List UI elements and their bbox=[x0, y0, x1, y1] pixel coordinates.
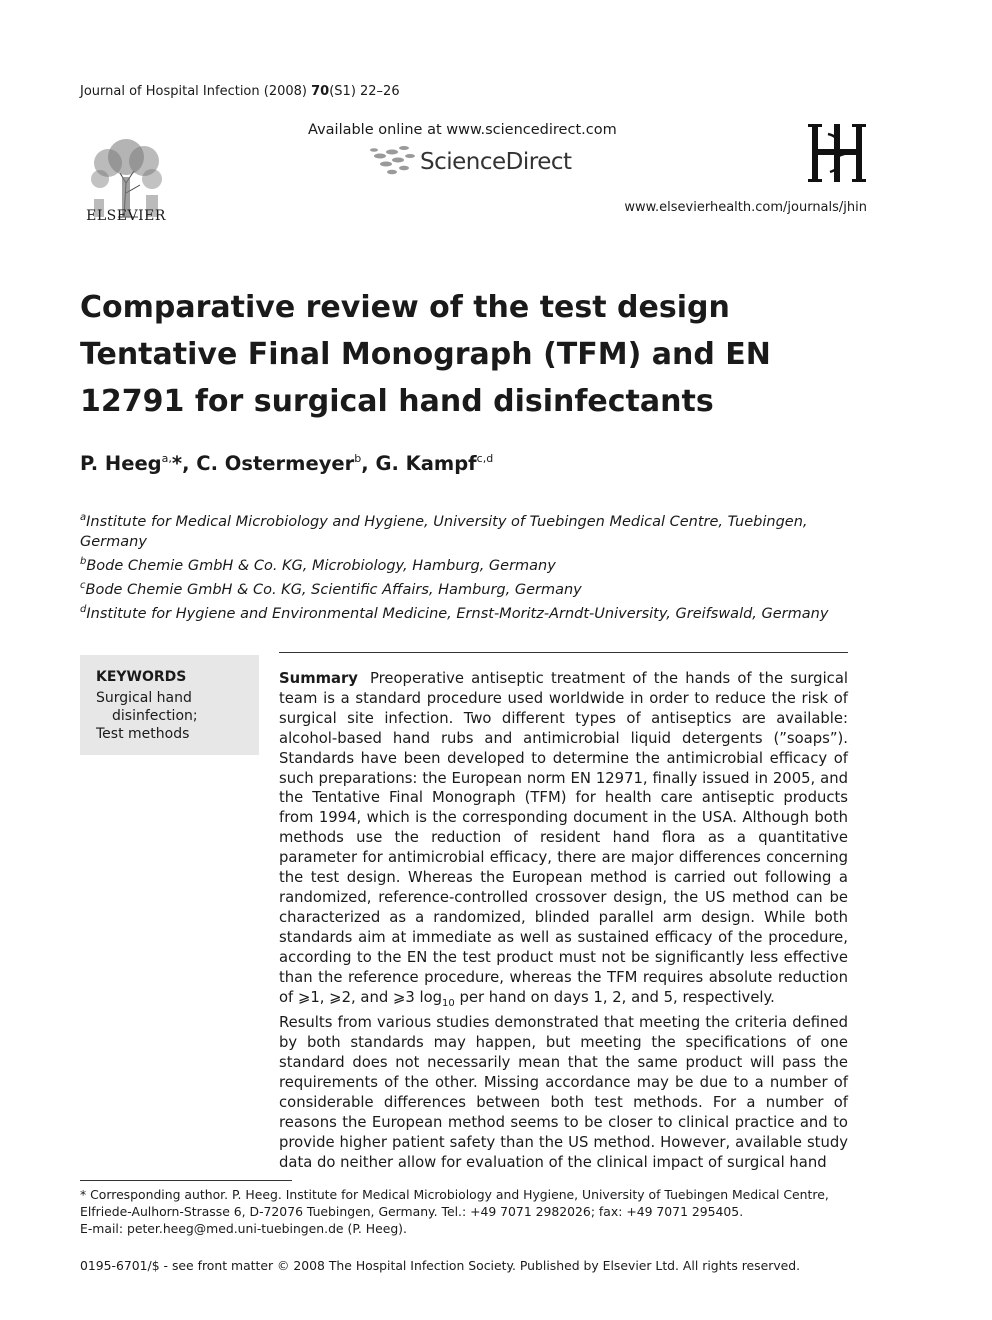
author-affiliation-mark: c,d bbox=[476, 452, 494, 465]
affiliation-text: Bode Chemie GmbH & Co. KG, Microbiology, Hamburg, Germany bbox=[86, 558, 556, 574]
journal-name: Journal of Hospital Infection (2008) bbox=[80, 84, 312, 99]
author-separator: , bbox=[182, 452, 197, 475]
author-name: G. Kampf bbox=[375, 452, 477, 475]
affiliation-text: Institute for Hygiene and Environmental Medicine, Ernst-Moritz-Arndt-University, Greifswald, Germany bbox=[86, 606, 829, 622]
author-separator: , bbox=[361, 452, 376, 475]
affiliation-text: Institute for Medical Microbiology and Hygiene, University of Tuebingen Medical Centre, Tuebingen, Germany bbox=[80, 514, 808, 550]
keywords-list bbox=[96, 689, 256, 743]
affiliation-item bbox=[80, 600, 870, 624]
summary-abstract bbox=[279, 669, 848, 1173]
summary-subscript: 10 bbox=[442, 997, 455, 1009]
journal-pages: (S1) 22–26 bbox=[329, 84, 400, 99]
affiliation-mark: b bbox=[80, 556, 87, 567]
summary-paragraph: Results from various studies demonstrated that meeting the criteria defined by both standards may happen, but meeting the specifications of one standard does not necessarily mean that the same product will pass the requirements of the other. Missing accordance may be due to a number of considerable differences between both test methods. For a number of reasons the European method seems to be closer to clinical practice and to provide higher patient safety than the US method. However, available study data do neither allow for evaluation of the clinical impact of surgical hand bbox=[279, 1014, 848, 1171]
footnote bbox=[80, 1186, 880, 1237]
journal-url: www.elsevierhealth.com/journals/jhin bbox=[624, 200, 867, 215]
hospital-infection-society-logo-icon bbox=[806, 122, 868, 184]
keyword-item: disinfection; bbox=[112, 708, 198, 724]
keyword-item: Surgical hand bbox=[96, 690, 192, 706]
footnote-corresponding: * Corresponding author. P. Heeg. Institute for Medical Microbiology and Hygiene, University of Tuebingen Medical Centre, Elfriede-Aulhorn-Strasse 6, D-72076 Tuebingen, Germany. Tel.: +49 7071 2982026; fax: +49 7071 295405. bbox=[80, 1187, 829, 1219]
summary-text: Preoperative antiseptic treatment of the hands of the surgical team is a standard procedure used worldwide in order to reduce the risk of surgical site infection. Two different types of antiseptics are available: alcohol-based hand rubs and antimicrobial liquid detergents (”soaps”). Standards have been developed to determine the antimicrobial efficacy of such preparations: the European norm EN 12971, finally issued in 2005, and the Tentative Final Monograph (TFM) for health care antiseptic products from 1994, which is the corresponding document in the USA. Although both methods use the reduction of resident hand flora as a quantitative parameter for antimicrobial efficacy, there are major differences concerning the test design. Whereas the European method is carried out following a randomized, reference-controlled crossover design, the US method can be characterized as a randomized, blinded parallel arm design. While both standards aim at immediate as well as sustained efficacy of the procedure, according to the EN the test product must not be significantly less effective than the reference procedure, whereas the TFM requires absolute reduction of ⩾1, ⩾2, and ⩾3 log bbox=[279, 670, 848, 1006]
affiliation-item bbox=[80, 552, 870, 576]
affiliation-text: Bode Chemie GmbH & Co. KG, Scientific Affairs, Hamburg, Germany bbox=[85, 582, 582, 598]
elsevier-logo-text: ELSEVIER bbox=[86, 208, 166, 224]
article-title: Comparative review of the test design Tentative Final Monograph (TFM) and EN 12791 for surgical hand disinfectants bbox=[80, 290, 771, 419]
sciencedirect-logo-text: ScienceDirect bbox=[420, 149, 572, 175]
journal-volume: 70 bbox=[311, 84, 330, 99]
summary-paragraph bbox=[279, 669, 848, 1013]
summary-text: per hand on days 1, 2, and 5, respectively. bbox=[454, 988, 775, 1006]
affiliation-item bbox=[80, 576, 870, 600]
author-affiliation-mark: a, bbox=[161, 452, 172, 465]
copyright-line: 0195-6701/$ - see front matter © 2008 The Hospital Infection Society. Published by Elsevier Ltd. All rights reserved. bbox=[80, 1258, 801, 1273]
author-affiliation-mark: b bbox=[354, 452, 362, 465]
affiliation-item bbox=[80, 508, 870, 552]
journal-citation bbox=[80, 84, 400, 99]
affiliation-mark: c bbox=[80, 580, 86, 591]
footnote-rule bbox=[80, 1180, 292, 1181]
author-name: P. Heeg bbox=[80, 452, 162, 475]
available-online: Available online at www.sciencedirect.com bbox=[308, 122, 617, 138]
affiliation-mark: a bbox=[80, 512, 87, 523]
corresponding-author-mark: * bbox=[171, 452, 183, 475]
author-list bbox=[80, 452, 493, 475]
affiliation-mark: d bbox=[80, 604, 87, 615]
footnote-email: E-mail: peter.heeg@med.uni-tuebingen.de (P. Heeg). bbox=[80, 1221, 407, 1236]
author-name: C. Ostermeyer bbox=[196, 452, 355, 475]
affiliations bbox=[80, 508, 870, 624]
summary-label: Summary bbox=[279, 670, 358, 687]
keywords-heading: KEYWORDS bbox=[96, 669, 187, 685]
summary-top-rule bbox=[279, 652, 848, 653]
keyword-item: Test methods bbox=[96, 726, 190, 742]
